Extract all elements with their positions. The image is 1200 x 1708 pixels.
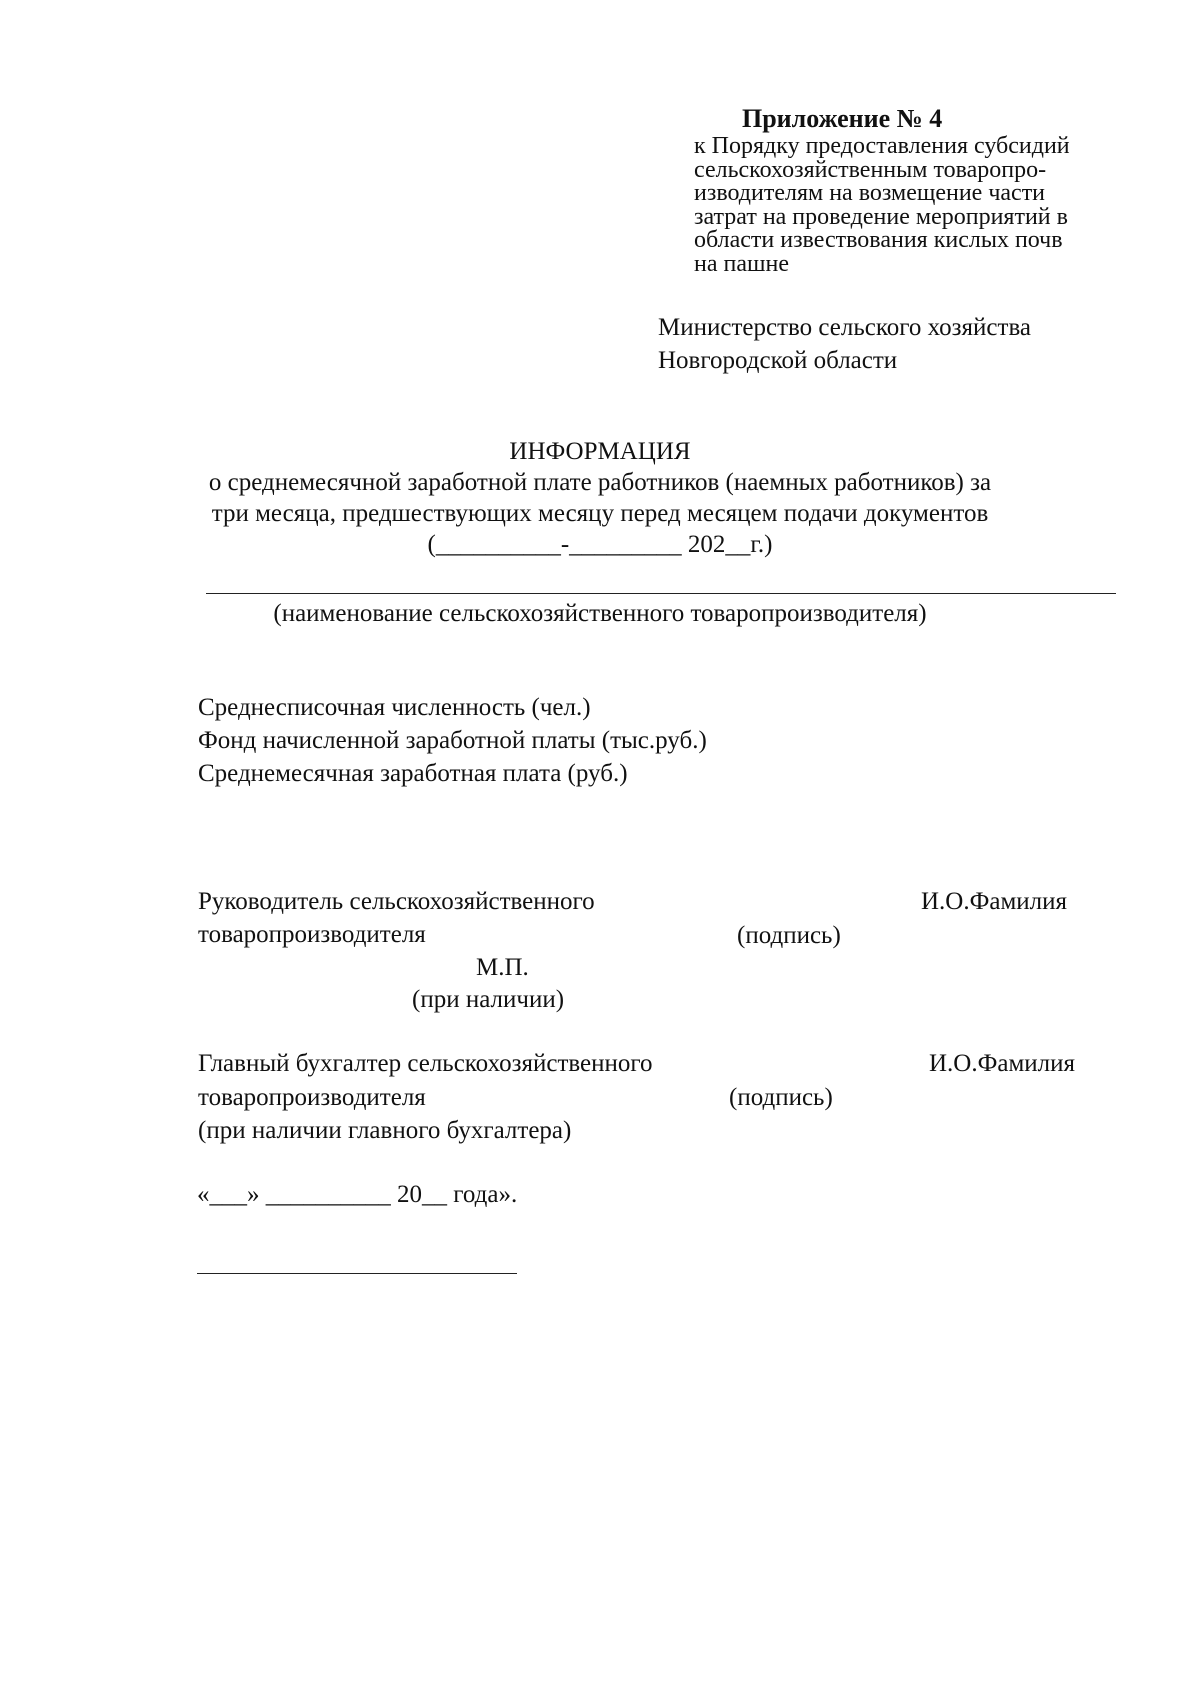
appendix-line: к Порядку предоставления субсидий [694,133,1070,159]
indicator-item: Среднемесячная заработная плата (руб.) [198,760,628,787]
accountant-note: (при наличии главного бухгалтера) [198,1117,572,1144]
head-signature-label: (подпись) [737,922,841,949]
appendix-line: затрат на проведение мероприятий в [694,203,1068,230]
appendix-line: на пашне [694,250,789,277]
indicators-list [198,693,707,792]
producer-name-line [206,593,1116,594]
date-line: «___» __________ 20__ года». [197,1181,518,1208]
indicator-item: Среднесписочная численность (чел.) [198,694,591,721]
footnote-separator [197,1273,517,1274]
accountant-name: И.О.Фамилия [929,1050,1076,1077]
appendix-description [694,135,1070,276]
head-title-line1: Руководитель сельскохозяйственного [198,888,595,915]
period-line: (__________-_________ 202__г.) [427,531,773,558]
accountant-title-line2: товаропроизводителя [198,1084,426,1111]
document-title: ИНФОРМАЦИЯ [509,438,691,465]
appendix-title: Приложение № 4 [742,104,943,133]
appendix-line: изводителям на возмещение части [694,180,1046,206]
document-heading [130,436,1070,560]
addressee [658,311,1031,377]
heading-line: три месяца, предшествующих месяцу перед месяцем подачи документов [211,500,989,527]
head-title-line2: товаропроизводителя [198,921,426,948]
accountant-signature-label: (подпись) [729,1084,833,1111]
head-name: И.О.Фамилия [921,888,1068,915]
producer-caption: (наименование сельскохозяйственного товаропроизводителя) [273,600,927,627]
indicator-item: Фонд начисленной заработной платы (тыс.руб.) [198,727,707,754]
addressee-line: Министерство сельского хозяйства [658,314,1032,341]
appendix-line: области извествования кислых почв [694,227,1063,253]
accountant-title-line1: Главный бухгалтер сельскохозяйственного [198,1050,653,1077]
heading-line: о среднемесячной заработной плате работников (наемных работников) за [208,469,992,496]
seal-note: (при наличии) [412,986,565,1013]
addressee-line: Новгородской области [658,347,898,374]
seal-label: М.П. [476,954,529,981]
appendix-line: сельскохозяйственным товаропро- [694,156,1047,183]
